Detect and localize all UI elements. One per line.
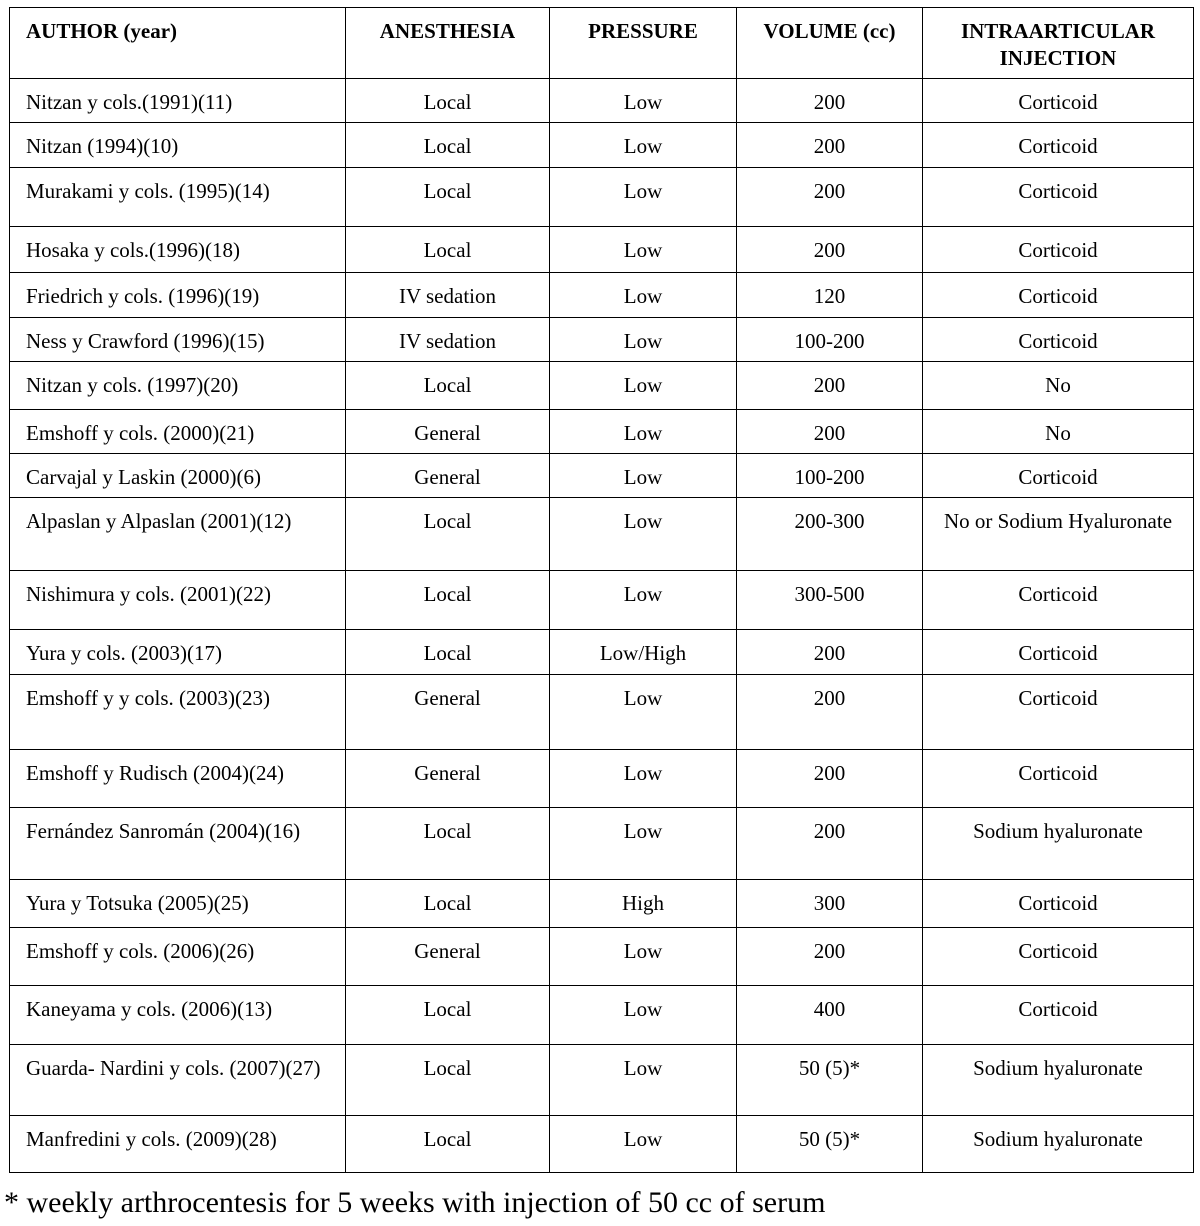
cell-author: Nitzan (1994)(10) <box>10 123 346 168</box>
cell-injection: Corticoid <box>923 750 1194 808</box>
cell-anesthesia: IV sedation <box>346 318 550 362</box>
cell-pressure: Low/High <box>550 630 737 675</box>
cell-volume: 50 (5)* <box>737 1116 923 1173</box>
cell-volume: 300 <box>737 880 923 928</box>
table-row <box>10 928 1194 986</box>
cell-author: Nitzan y cols. (1997)(20) <box>10 362 346 410</box>
cell-anesthesia: Local <box>346 808 550 880</box>
cell-anesthesia: General <box>346 928 550 986</box>
cell-anesthesia: Local <box>346 986 550 1045</box>
cell-anesthesia: Local <box>346 79 550 123</box>
cell-pressure: Low <box>550 1045 737 1116</box>
cell-injection: Corticoid <box>923 123 1194 168</box>
cell-volume: 200 <box>737 168 923 227</box>
table-row <box>10 362 1194 410</box>
cell-pressure: Low <box>550 1116 737 1173</box>
cell-pressure: Low <box>550 750 737 808</box>
cell-volume: 200-300 <box>737 498 923 571</box>
cell-volume: 200 <box>737 630 923 675</box>
cell-injection: Corticoid <box>923 273 1194 318</box>
cell-volume: 200 <box>737 928 923 986</box>
table-row <box>10 318 1194 362</box>
cell-volume: 200 <box>737 123 923 168</box>
cell-injection: No or Sodium Hyaluronate <box>923 498 1194 571</box>
table-row <box>10 168 1194 227</box>
cell-injection: Corticoid <box>923 928 1194 986</box>
cell-anesthesia: Local <box>346 880 550 928</box>
table-row <box>10 630 1194 675</box>
cell-injection: Corticoid <box>923 454 1194 498</box>
cell-injection: Sodium hyaluronate <box>923 1045 1194 1116</box>
cell-pressure: Low <box>550 227 737 273</box>
table-row <box>10 880 1194 928</box>
cell-author: Emshoff y cols. (2000)(21) <box>10 410 346 454</box>
cell-injection: No <box>923 410 1194 454</box>
cell-author: Emshoff y cols. (2006)(26) <box>10 928 346 986</box>
cell-injection: Sodium hyaluronate <box>923 808 1194 880</box>
table-row <box>10 1045 1194 1116</box>
cell-volume: 100-200 <box>737 454 923 498</box>
table-row <box>10 79 1194 123</box>
cell-author: Murakami y cols. (1995)(14) <box>10 168 346 227</box>
cell-author: Emshoff y Rudisch (2004)(24) <box>10 750 346 808</box>
table-row <box>10 454 1194 498</box>
cell-pressure: High <box>550 880 737 928</box>
cell-pressure: Low <box>550 410 737 454</box>
cell-author: Alpaslan y Alpaslan (2001)(12) <box>10 498 346 571</box>
arthrocentesis-table <box>9 7 1194 1173</box>
cell-pressure: Low <box>550 498 737 571</box>
cell-injection: Corticoid <box>923 571 1194 630</box>
cell-pressure: Low <box>550 273 737 318</box>
cell-anesthesia: Local <box>346 168 550 227</box>
header-row <box>10 8 1194 79</box>
header-author: AUTHOR (year) <box>10 8 346 79</box>
cell-author: Hosaka y cols.(1996)(18) <box>10 227 346 273</box>
cell-volume: 200 <box>737 675 923 750</box>
cell-volume: 200 <box>737 750 923 808</box>
cell-pressure: Low <box>550 362 737 410</box>
header-pressure: PRESSURE <box>550 8 737 79</box>
table-row <box>10 750 1194 808</box>
cell-pressure: Low <box>550 454 737 498</box>
table-row <box>10 123 1194 168</box>
cell-pressure: Low <box>550 808 737 880</box>
cell-injection: No <box>923 362 1194 410</box>
cell-author: Guarda- Nardini y cols. (2007)(27) <box>10 1045 346 1116</box>
cell-author: Carvajal y Laskin (2000)(6) <box>10 454 346 498</box>
cell-anesthesia: General <box>346 410 550 454</box>
cell-anesthesia: IV sedation <box>346 273 550 318</box>
cell-anesthesia: General <box>346 454 550 498</box>
cell-anesthesia: Local <box>346 630 550 675</box>
cell-author: Emshoff y y cols. (2003)(23) <box>10 675 346 750</box>
table-row <box>10 986 1194 1045</box>
cell-injection: Corticoid <box>923 986 1194 1045</box>
cell-author: Fernández Sanromán (2004)(16) <box>10 808 346 880</box>
cell-volume: 120 <box>737 273 923 318</box>
cell-author: Friedrich y cols. (1996)(19) <box>10 273 346 318</box>
cell-author: Yura y cols. (2003)(17) <box>10 630 346 675</box>
cell-pressure: Low <box>550 123 737 168</box>
table-row <box>10 675 1194 750</box>
cell-author: Ness y Crawford (1996)(15) <box>10 318 346 362</box>
cell-anesthesia: General <box>346 750 550 808</box>
table-row <box>10 571 1194 630</box>
cell-author: Yura y Totsuka (2005)(25) <box>10 880 346 928</box>
cell-author: Kaneyama y cols. (2006)(13) <box>10 986 346 1045</box>
cell-volume: 200 <box>737 362 923 410</box>
cell-anesthesia: Local <box>346 571 550 630</box>
cell-pressure: Low <box>550 318 737 362</box>
cell-anesthesia: General <box>346 675 550 750</box>
cell-injection: Corticoid <box>923 318 1194 362</box>
cell-injection: Corticoid <box>923 168 1194 227</box>
cell-anesthesia: Local <box>346 227 550 273</box>
cell-pressure: Low <box>550 571 737 630</box>
table-row <box>10 1116 1194 1173</box>
table-body <box>10 79 1194 1173</box>
cell-volume: 200 <box>737 79 923 123</box>
cell-pressure: Low <box>550 928 737 986</box>
cell-volume: 50 (5)* <box>737 1045 923 1116</box>
table-row <box>10 410 1194 454</box>
cell-injection: Corticoid <box>923 630 1194 675</box>
header-anesthesia: ANESTHESIA <box>346 8 550 79</box>
header-volume: VOLUME (cc) <box>737 8 923 79</box>
cell-volume: 200 <box>737 410 923 454</box>
cell-author: Nitzan y cols.(1991)(11) <box>10 79 346 123</box>
cell-injection: Corticoid <box>923 79 1194 123</box>
table-row <box>10 808 1194 880</box>
cell-injection: Corticoid <box>923 227 1194 273</box>
cell-volume: 200 <box>737 227 923 273</box>
cell-anesthesia: Local <box>346 498 550 571</box>
cell-anesthesia: Local <box>346 1116 550 1173</box>
cell-pressure: Low <box>550 79 737 123</box>
header-injection: INTRAARTICULAR INJECTION <box>923 8 1194 79</box>
cell-pressure: Low <box>550 168 737 227</box>
cell-volume: 200 <box>737 808 923 880</box>
cell-volume: 300-500 <box>737 571 923 630</box>
cell-injection: Corticoid <box>923 880 1194 928</box>
cell-author: Nishimura y cols. (2001)(22) <box>10 571 346 630</box>
cell-pressure: Low <box>550 986 737 1045</box>
cell-pressure: Low <box>550 675 737 750</box>
cell-injection: Sodium hyaluronate <box>923 1116 1194 1173</box>
cell-anesthesia: Local <box>346 123 550 168</box>
cell-anesthesia: Local <box>346 362 550 410</box>
table-row <box>10 273 1194 318</box>
cell-author: Manfredini y cols. (2009)(28) <box>10 1116 346 1173</box>
cell-volume: 400 <box>737 986 923 1045</box>
table-row <box>10 498 1194 571</box>
cell-volume: 100-200 <box>737 318 923 362</box>
footnote: * weekly arthrocentesis for 5 weeks with injection of 50 cc of serum <box>4 1186 826 1219</box>
cell-anesthesia: Local <box>346 1045 550 1116</box>
cell-injection: Corticoid <box>923 675 1194 750</box>
table-row <box>10 227 1194 273</box>
